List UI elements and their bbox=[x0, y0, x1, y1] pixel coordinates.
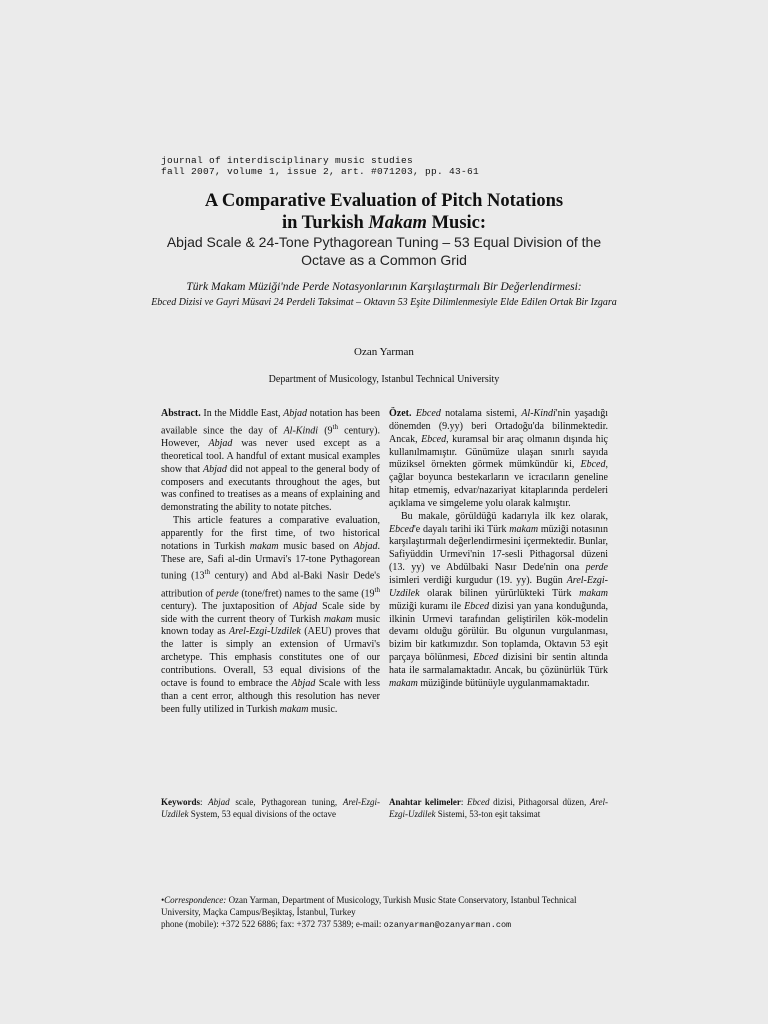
abstract-english bbox=[161, 408, 380, 716]
ozet-paragraph-2: Bu makale, görüldüğü kadarıyla ilk kez olarak, Ebced'e dayalı tarihi iki Türk makam müziği notasının karşılaştırmalı değerlendirmesini içermektedir. Bunlar, Safiyüddin Urmevi'nin 17-sesli Pithagorsal düzeni (13. yy) ve Abdülbaki Nasır Dede'nin ona perde isimleri verdiği kurgudur (19. yy). Bugün Arel-Ezgi-Uzdilek olarak bilinen yürürlükteki Türk makam müziği kuramı ile Ebced dizisi yan yana konduğunda, ilkinin Urmevi tarafından geliştirilen kök-modelin devamı olduğu görülür. Bu olgunun vurgulanması, bizim bir katkımızdır. Son toplamda, Oktavın 53 eşit parçaya bölünmesi, Ebced dizisini bir sentin altında hata ile sarmalamaktadır. Ancak, bu çözünürlük Türk makam müziğinde bütünüyle uygulanmamaktadır. bbox=[389, 510, 609, 689]
correspondence-footnote bbox=[161, 895, 591, 931]
keywords-english: Keywords: Abjad scale, Pythagorean tuning, Arel-Ezgi-Uzdilek System, 53 equal divisions of the octave bbox=[161, 797, 380, 819]
turkish-title: Türk Makam Müziği'nde Perde Notasyonlarının Karşılaştırmalı Bir Değerlendirmesi: bbox=[186, 281, 582, 293]
author-affiliation: Department of Musicology, Istanbul Technical University bbox=[268, 374, 500, 385]
ozet-paragraph-1: Özet. Ebced notalama sistemi, Al-Kindi'nin yaşadığı dönemden (9.yy) beri Ortadoğu'da bilinmektedir. Ancak, Ebced, kuramsal bir araç olmanın dışında hiç kullanılmamıştır. Günümüze ulaşan sınırlı sayıda müziksel örnekten görmek mümkündür ki, Ebced, çağlar boyunca bestekarların ve icracıların geneline hitap etmemiş, edvar/nazariyat kitaplarında perdeleri açıklama ve simgeleme yolu olarak kalmıştır. bbox=[389, 408, 608, 509]
journal-name: journal of interdisciplinary music studies bbox=[161, 155, 414, 166]
email-address: ozanyarman@ozanyarman.com bbox=[383, 919, 512, 930]
turkish-subtitle: Ebced Dizisi ve Gayri Müsavi 24 Perdeli Taksimat – Oktavın 53 Eşite Dilimlenmesiyle Elde Edilen Ortak Bir Izgara bbox=[151, 297, 617, 308]
title-line-2: in Turkish Makam Music: bbox=[281, 213, 487, 233]
abstract-turkish bbox=[389, 408, 608, 691]
abstract-paragraph-2: This article features a comparative evaluation, apparently for the first time, of two historical notations in Turkish makam music based on Abjad. These are, Safi al-din Urmavi's 17-tone Pythagorean tuning (13th century) and Abd al-Baki Nasir Dede's attribution of perde (tone/fret) names to the same (19th century). The juxtaposition of Abjad Scale side by side with the current theory of Turkish makam music known today as Arel-Ezgi-Uzdilek (AEU) proves that the latter is simply an extension of Urmavi's archetype. This emphasis constitutes one of our contributions. Overall, 53 equal divisions of the octave is found to embrace the Abjad Scale with less than a cent error, although this resolution has never been fully utilized in Turkish makam music. bbox=[161, 515, 381, 715]
keywords-turkish: Anahtar kelimeler: Ebced dizisi, Pithagorsal düzen, Arel-Ezgi-Uzdilek Sistemi, 53-ton eşit taksimat bbox=[389, 797, 608, 819]
paper-title bbox=[120, 190, 648, 234]
correspondence-address: •Correspondence: Ozan Yarman, Department of Musicology, Turkish Music State Conservatory, Istanbul Technical University, Maçka Campus/Beşiktaş, İstanbul, Turkey bbox=[161, 895, 577, 917]
title-line-1: A Comparative Evaluation of Pitch Notations bbox=[204, 191, 564, 211]
abstract-paragraph-1: Abstract. In the Middle East, Abjad notation has been available since the day of Al-Kindi (9th century). However, Abjad was never used except as a theoretical tool. A handful of extant musical examples show that Abjad did not appeal to the general body of composers and executants throughout the ages, but was confined to treatises as a means of explaining and demonstrating the ability to notate pitches. bbox=[161, 408, 381, 514]
correspondence-contact: phone (mobile): +372 522 6886; fax: +372 737 5389; e-mail: ozanyarman@ozanyarman.com bbox=[161, 918, 512, 930]
author-name: Ozan Yarman bbox=[354, 346, 414, 358]
journal-header bbox=[161, 155, 479, 177]
issue-info: fall 2007, volume 1, issue 2, art. #071203, pp. 43-61 bbox=[161, 166, 480, 177]
paper-subtitle: Abjad Scale & 24-Tone Pythagorean Tuning – 53 Equal Division of the Octave as a Common Grid bbox=[166, 234, 602, 268]
